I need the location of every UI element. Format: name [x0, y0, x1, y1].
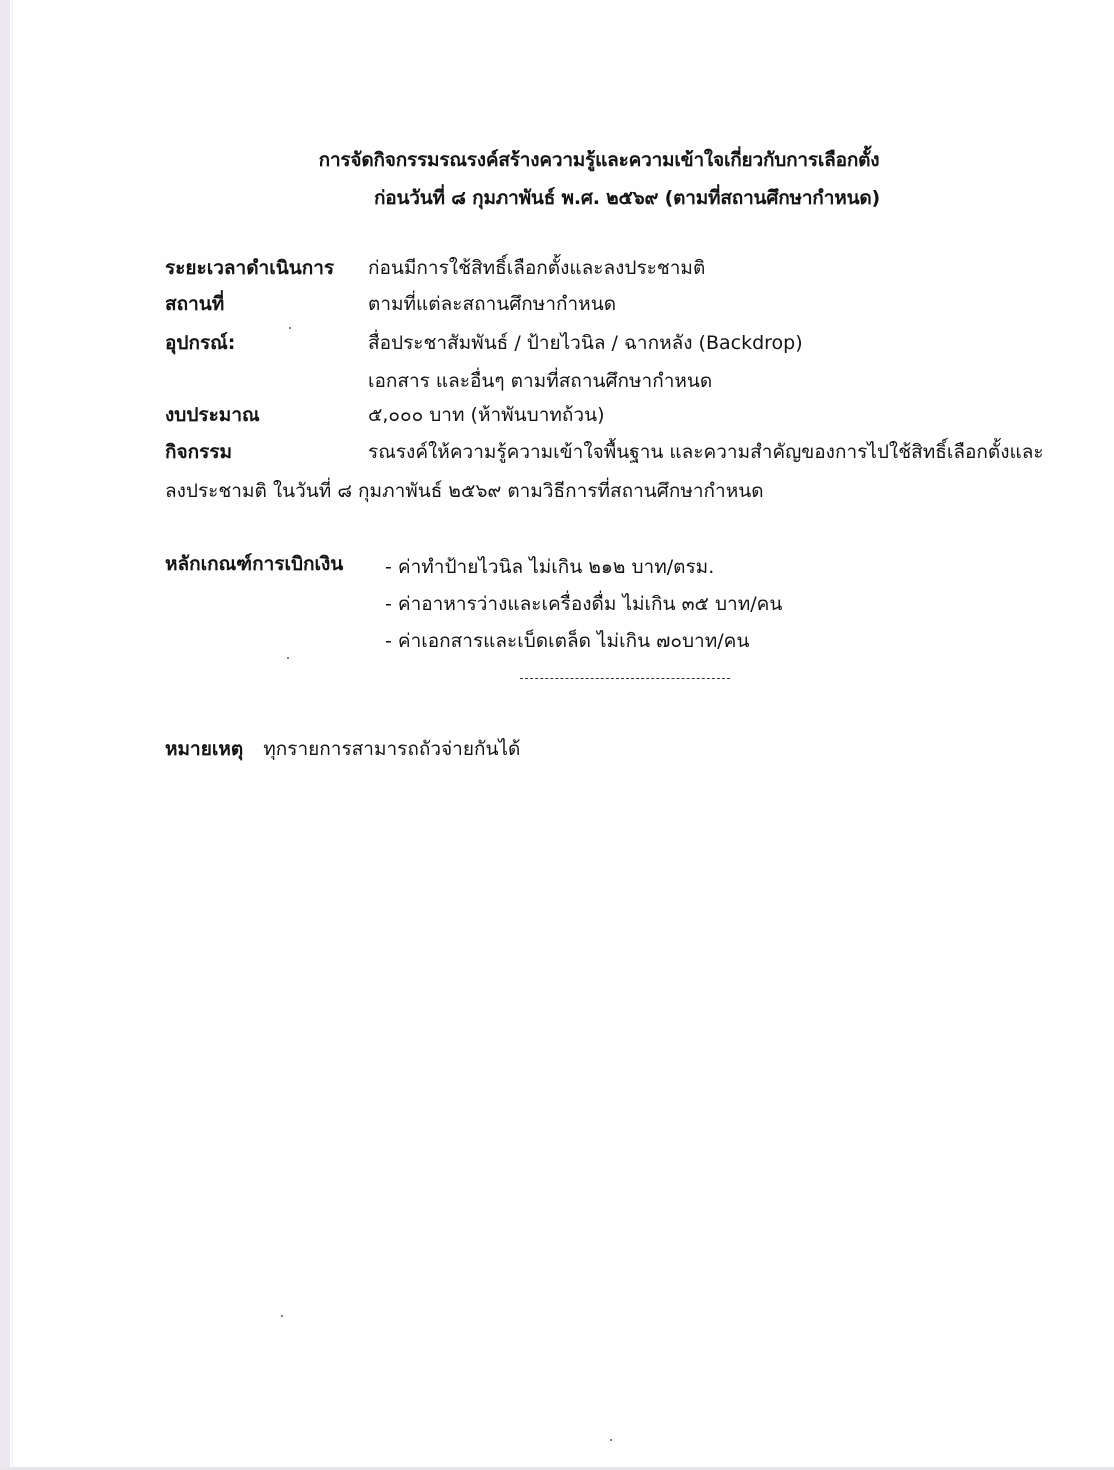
- section-separator: [520, 678, 730, 679]
- scan-speck: [610, 1439, 612, 1441]
- disbursement-item-documents: - ค่าเอกสารและเบ็ดเตล็ด ไม่เกิน ๗๐บาท/คน: [385, 630, 750, 652]
- field-value: รณรงค์ให้ความรู้ความเข้าใจพื้นฐาน และความสำคัญของการไปใช้สิทธิ์เลือกตั้งและ: [368, 441, 1044, 463]
- field-label: ระยะเวลาดำเนินการ: [165, 257, 335, 279]
- note-text: ทุกรายการสามารถถัวจ่ายกันได้: [263, 738, 521, 760]
- document-title-line-2: ก่อนวันที่ ๘ กุมภาพันธ์ พ.ศ. ๒๕๖๙ (ตามที่สถานศึกษากำหนด): [373, 187, 880, 209]
- note: [165, 736, 520, 762]
- field-value: ๕,๐๐๐ บาท (ห้าพันบาทถ้วน): [368, 404, 605, 426]
- disbursement-label: หลักเกณฑ์การเบิกเงิน: [165, 553, 344, 575]
- field-label: อุปกรณ์:: [165, 332, 236, 354]
- disbursement-item-snacks: - ค่าอาหารว่างและเครื่องดื่ม ไม่เกิน ๓๕ บาท/คน: [385, 593, 783, 615]
- field-value: เอกสาร และอื่นๆ ตามที่สถานศึกษากำหนด: [368, 370, 713, 392]
- scan-speck: [287, 657, 289, 659]
- field-label: สถานที่: [165, 293, 225, 315]
- note-label: หมายเหตุ: [165, 738, 244, 760]
- field-label: กิจกรรม: [165, 441, 233, 463]
- field-label: งบประมาณ: [165, 404, 260, 426]
- field-value: ก่อนมีการใช้สิทธิ์เลือกตั้งและลงประชามติ: [368, 257, 706, 279]
- disbursement-item-vinyl: - ค่าทำป้ายไวนิล ไม่เกิน ๒๑๒ บาท/ตรม.: [385, 556, 715, 578]
- field-value: สื่อประชาสัมพันธ์ / ป้ายไวนิล / ฉากหลัง (Backdrop): [368, 332, 803, 354]
- scan-speck: [281, 1315, 283, 1317]
- field-value: ตามที่แต่ละสถานศึกษากำหนด: [368, 293, 617, 315]
- document-title-line-1: การจัดกิจกรรมรณรงค์สร้างความรู้และความเข้าใจเกี่ยวกับการเลือกตั้ง: [318, 149, 880, 171]
- activity-continuation: ลงประชามติ ในวันที่ ๘ กุมภาพันธ์ ๒๕๖๙ ตามวิธีการที่สถานศึกษากำหนด: [165, 480, 764, 502]
- scan-speck: [289, 327, 291, 329]
